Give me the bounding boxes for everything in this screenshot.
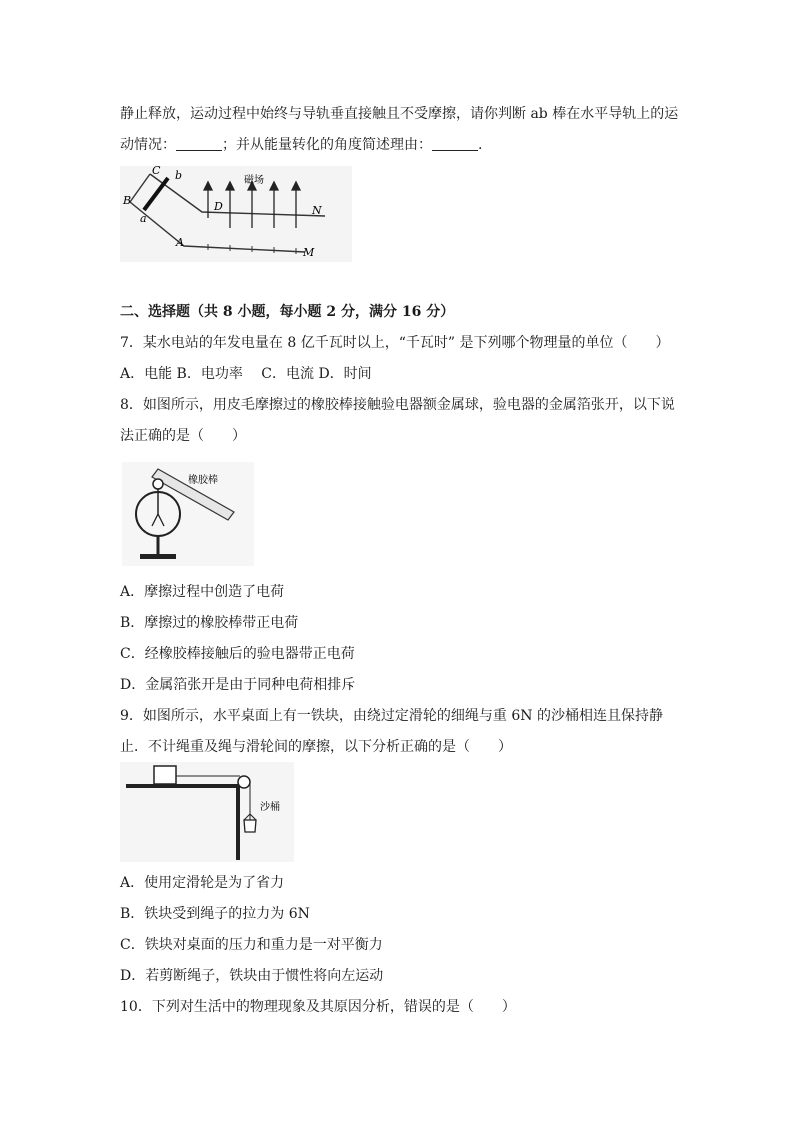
q8-option-d: D．金属箔张开是由于同种电荷相排斥 — [120, 677, 356, 693]
table-top — [126, 784, 240, 788]
label-field: 磁场 — [244, 175, 264, 186]
q6-rail-figure — [120, 166, 352, 262]
label-B: B — [123, 194, 132, 207]
q8-stem-line1: 8．如图所示，用皮毛摩擦过的橡胶棒接触验电器额金属球，验电器的金属箔张开，以下说 — [120, 397, 675, 413]
label-b: b — [175, 169, 183, 182]
label-D: D — [214, 200, 223, 213]
q6-text-line2 — [120, 135, 482, 155]
label-M: M — [303, 246, 315, 259]
q7-stem: 7．某水电站的年发电量在 8 亿千瓦时以上，“千瓦时” 是下列哪个物理量的单位（ ） — [120, 335, 670, 351]
q8-electroscope-figure — [122, 462, 254, 566]
metal-ball — [153, 479, 163, 489]
pulley — [238, 776, 250, 788]
label-C: C — [152, 166, 161, 177]
stand-base — [140, 554, 176, 559]
q9-stem-line2: 止．不计绳重及绳与滑轮间的摩擦，以下分析正确的是（ ） — [120, 739, 512, 755]
q6-period: . — [478, 137, 483, 153]
q8-option-b: B．摩擦过的橡胶棒带正电荷 — [120, 615, 299, 631]
table-edge — [236, 784, 240, 860]
label-sand-bucket: 沙桶 — [260, 802, 280, 813]
iron-block — [154, 766, 176, 784]
q8-option-a: A．摩擦过程中创造了电荷 — [120, 584, 285, 600]
q9-option-a: A．使用定滑轮是为了省力 — [120, 875, 285, 891]
q6-text-line1: 静止释放，运动过程中始终与导轨垂直接触且不受摩擦，请你判断 ab 棒在水平导轨上的运 — [120, 106, 679, 122]
q9-pulley-figure — [120, 762, 294, 862]
q8-option-c: C．经橡胶棒接触后的验电器带正电荷 — [120, 646, 355, 662]
q6-blank-motion — [176, 136, 222, 151]
q7-options: A．电能 B．电功率 C．电流 D．时间 — [120, 366, 372, 382]
q10-stem: 10．下列对生活中的物理现象及其原因分析，错误的是（ ） — [120, 999, 516, 1015]
label-A: A — [176, 236, 184, 249]
q9-option-b: B．铁块受到绳子的拉力为 6N — [120, 906, 310, 922]
sand-bucket — [244, 820, 256, 832]
q8-stem-line2: 法正确的是（ ） — [120, 428, 246, 444]
section-heading: 二、选择题（共 8 小题，每小题 2 分，满分 16 分） — [120, 304, 455, 320]
q9-stem-line1: 9．如图所示，水平桌面上有一铁块，由绕过定滑轮的细绳与重 6N 的沙桶相连且保持静 — [120, 708, 663, 724]
q6-label-reason: ；并从能量转化的角度简述理由： — [222, 137, 432, 153]
label-rubber-rod: 橡胶棒 — [188, 475, 218, 486]
q9-option-c: C．铁块对桌面的压力和重力是一对平衡力 — [120, 937, 383, 953]
q6-label-motion: 动情况： — [120, 137, 176, 153]
q6-blank-reason — [432, 136, 478, 151]
q9-option-d: D．若剪断绳子，铁块由于惯性将向左运动 — [120, 968, 384, 984]
label-a: a — [140, 212, 147, 225]
label-N: N — [312, 204, 322, 217]
